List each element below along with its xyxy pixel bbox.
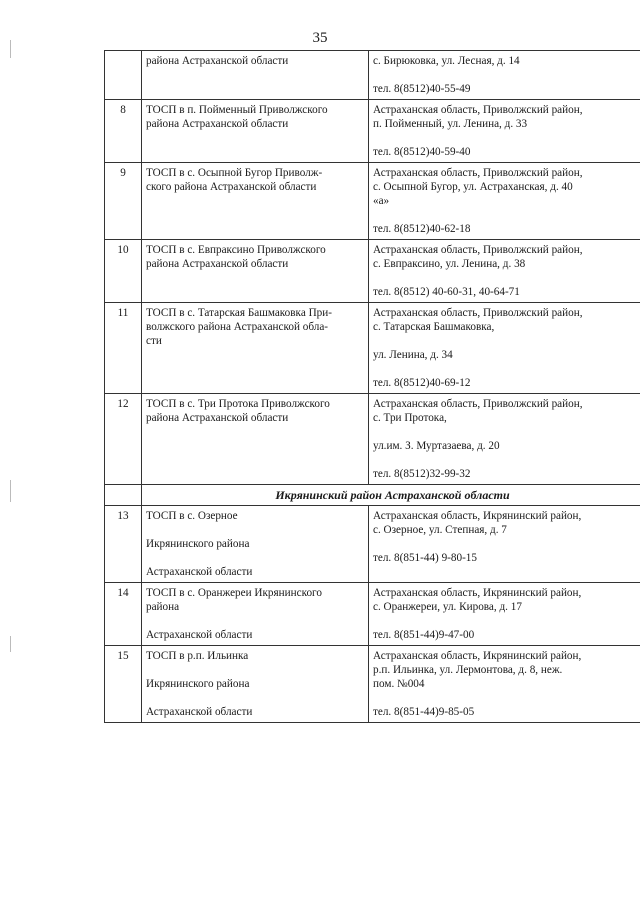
- office-address-line: с. Бирюковка, ул. Лесная, д. 14: [373, 55, 520, 67]
- office-address-line: «а»: [373, 195, 390, 207]
- office-address-line: Астраханская область, Приволжский район,: [373, 167, 583, 179]
- office-address-line: ул. Ленина, д. 34: [373, 349, 453, 361]
- table-row: [105, 583, 640, 646]
- table-row: [105, 51, 640, 100]
- row-number: 10: [105, 240, 142, 303]
- office-address-line: тел. 8(8512)40-69-12: [373, 377, 471, 389]
- office-name-line: Астраханской области: [146, 566, 253, 578]
- row-number: 13: [105, 506, 142, 583]
- office-name-line: района Астраханской области: [146, 258, 289, 270]
- page-number: 35: [312, 30, 328, 46]
- office-name-line: Икрянинского района: [146, 678, 250, 690]
- office-name: [142, 100, 369, 163]
- office-address-line: Астраханская область, Приволжский район,: [373, 307, 583, 319]
- office-address-line: с. Евпраксино, ул. Ленина, д. 38: [373, 258, 526, 270]
- row-number: 11: [105, 303, 142, 394]
- office-address-line: ул.им. З. Муртазаева, д. 20: [373, 440, 500, 452]
- section-row: [105, 485, 640, 506]
- office-address-line: с. Три Протока,: [373, 412, 447, 424]
- row-number: 15: [105, 646, 142, 723]
- office-address-line: тел. 8(851-44)9-85-05: [373, 706, 475, 718]
- office-name-line: Астраханской области: [146, 706, 253, 718]
- office-name-line: ского района Астраханской области: [146, 181, 317, 193]
- office-name-line: ТОСП в с. Три Протока Приволжского: [146, 398, 330, 410]
- office-address: [369, 163, 640, 240]
- office-address: [369, 506, 640, 583]
- office-address-line: пом. №004: [373, 678, 425, 690]
- office-address: [369, 100, 640, 163]
- row-number: 9: [105, 163, 142, 240]
- table-row: [105, 240, 640, 303]
- table-row: [105, 163, 640, 240]
- offices-table: [104, 50, 640, 723]
- office-address: [369, 303, 640, 394]
- margin-mark: [10, 480, 11, 502]
- office-address-line: тел. 8(8512)40-62-18: [373, 223, 471, 235]
- office-address-line: тел. 8(8512)40-55-49: [373, 83, 471, 95]
- office-address-line: с. Озерное, ул. Степная, д. 7: [373, 524, 507, 536]
- office-address-line: с. Осыпной Бугор, ул. Астраханская, д. 40: [373, 181, 573, 193]
- office-name-line: волжского района Астраханской обла-: [146, 321, 329, 333]
- margin-mark: [10, 40, 11, 58]
- table-row: [105, 646, 640, 723]
- office-name-line: Астраханской области: [146, 629, 253, 641]
- office-address-line: тел. 8(8512)32-99-32: [373, 468, 471, 480]
- office-name-line: ТОСП в с. Осыпной Бугор Приволж-: [146, 167, 323, 179]
- office-address: [369, 583, 640, 646]
- office-address-line: р.п. Ильинка, ул. Лермонтова, д. 8, неж.: [373, 664, 563, 676]
- table-row: [105, 506, 640, 583]
- office-name-line: ТОСП в с. Евпраксино Приволжского: [146, 244, 326, 256]
- office-name-line: района Астраханской области: [146, 118, 289, 130]
- office-address-line: тел. 8(851-44)9-47-00: [373, 629, 475, 641]
- office-address-line: Астраханская область, Икрянинский район,: [373, 587, 582, 599]
- table-row: [105, 394, 640, 485]
- table-row: [105, 100, 640, 163]
- office-name: [142, 163, 369, 240]
- section-title: Икрянинский район Астраханской области: [142, 485, 640, 506]
- row-number: 8: [105, 100, 142, 163]
- office-address-line: с. Оранжереи, ул. Кирова, д. 17: [373, 601, 522, 613]
- office-name-line: ТОСП в с. Татарская Башмаковка При-: [146, 307, 332, 319]
- office-address: [369, 394, 640, 485]
- office-name: [142, 506, 369, 583]
- office-address-line: Астраханская область, Приволжский район,: [373, 244, 583, 256]
- office-name-line: района Астраханской области: [146, 412, 289, 424]
- office-name-line: ТОСП в п. Пойменный Приволжского: [146, 104, 328, 116]
- office-address-line: тел. 8(8512) 40-60-31, 40-64-71: [373, 286, 520, 298]
- office-address: [369, 646, 640, 723]
- office-name: [142, 583, 369, 646]
- row-number: [105, 51, 142, 100]
- office-name: [142, 240, 369, 303]
- office-name-line: района Астраханской области: [146, 55, 289, 67]
- office-address-line: Астраханская область, Приволжский район,: [373, 398, 583, 410]
- office-address-line: тел. 8(8512)40-59-40: [373, 146, 471, 158]
- table-row: [105, 303, 640, 394]
- office-name: [142, 303, 369, 394]
- office-name-line: ТОСП в с. Озерное: [146, 510, 238, 522]
- office-name-line: ТОСП в с. Оранжереи Икрянинского: [146, 587, 322, 599]
- office-name-line: сти: [146, 335, 162, 347]
- row-number: 12: [105, 394, 142, 485]
- office-name: [142, 51, 369, 100]
- office-address-line: Астраханская область, Икрянинский район,: [373, 510, 582, 522]
- office-address: [369, 240, 640, 303]
- office-address-line: тел. 8(851-44) 9-80-15: [373, 552, 477, 564]
- office-name-line: ТОСП в р.п. Ильинка: [146, 650, 249, 662]
- office-name: [142, 394, 369, 485]
- office-address-line: Астраханская область, Икрянинский район,: [373, 650, 582, 662]
- office-name: [142, 646, 369, 723]
- office-address: [369, 51, 640, 100]
- office-address-line: Астраханская область, Приволжский район,: [373, 104, 583, 116]
- margin-mark: [10, 636, 11, 652]
- section-empty-cell: [105, 485, 142, 506]
- row-number: 14: [105, 583, 142, 646]
- office-name-line: Икрянинского района: [146, 538, 250, 550]
- office-address-line: с. Татарская Башмаковка,: [373, 321, 495, 333]
- office-name-line: района: [146, 601, 180, 613]
- office-address-line: п. Пойменный, ул. Ленина, д. 33: [373, 118, 528, 130]
